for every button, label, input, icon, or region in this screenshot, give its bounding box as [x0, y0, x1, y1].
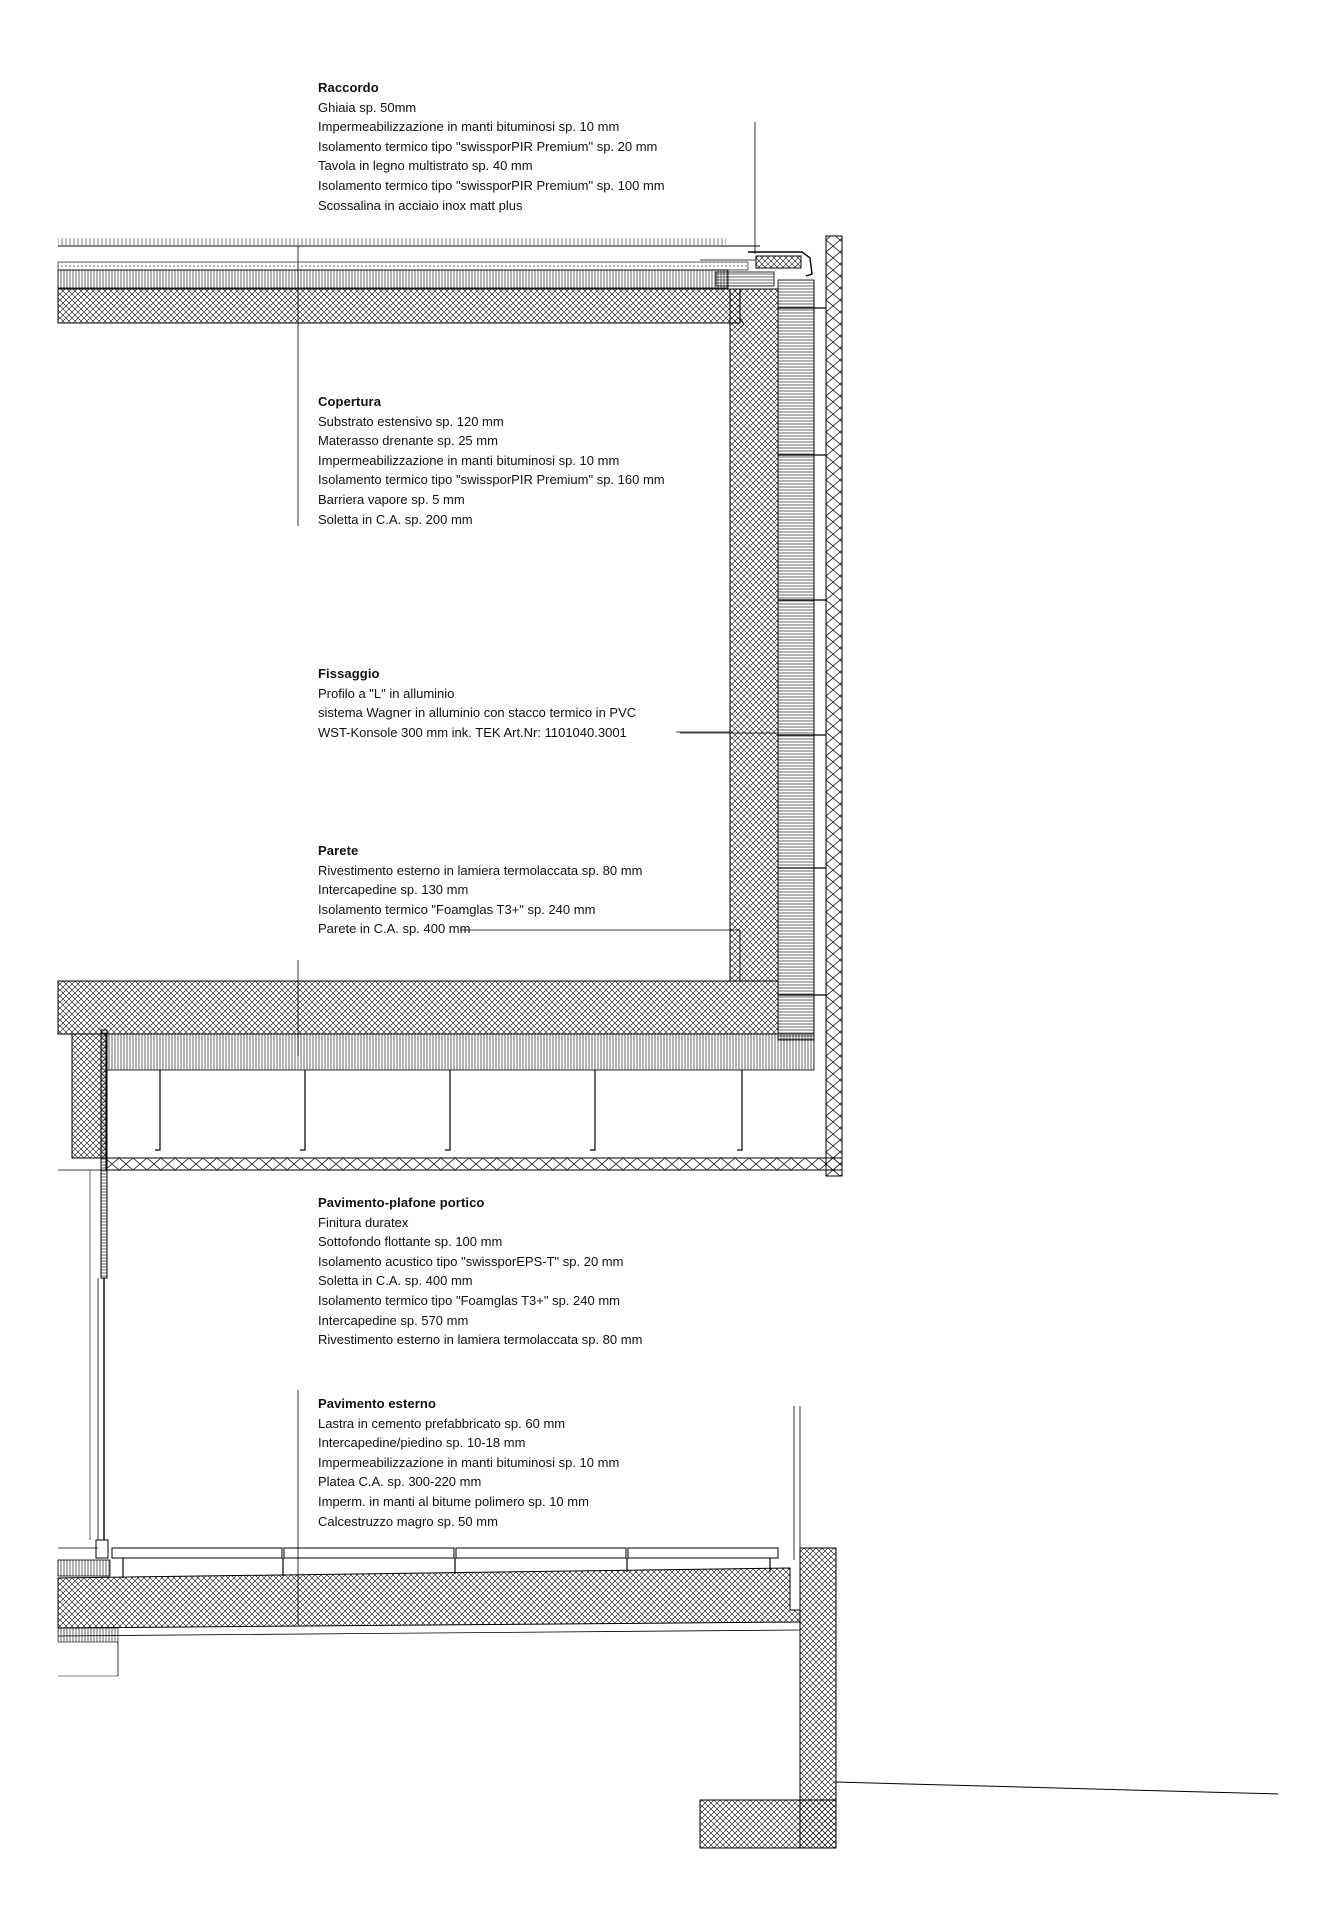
footing: [700, 1800, 836, 1848]
roof-drainage-layer: [58, 262, 748, 270]
annotation-line: Intercapedine sp. 130 mm: [318, 882, 469, 898]
annotation-line: Parete in C.A. sp. 400 mm: [318, 921, 471, 937]
annotation-title: Pavimento-plafone portico: [318, 1195, 485, 1210]
annotation-line: Sottofondo flottante sp. 100 mm: [318, 1234, 503, 1250]
wall-insulation: [778, 280, 814, 1040]
annotation-line: Lastra in cemento prefabbricato sp. 60 mm: [318, 1415, 566, 1431]
annotation-line: Isolamento termico tipo "swissporPIR Premium" sp. 20 mm: [318, 138, 658, 154]
annotation-line: Tavola in legno multistrato sp. 40 mm: [318, 158, 533, 174]
precast-slabs: [112, 1548, 778, 1558]
annotation-line: Materasso drenante sp. 25 mm: [318, 433, 498, 449]
annotation-fissaggio: [318, 664, 758, 742]
portico-hangers: [155, 1070, 742, 1150]
roof-assembly: [58, 238, 812, 330]
annotation-line: Isolamento termico "Foamglas T3+" sp. 240 mm: [318, 901, 596, 917]
annotation-line: Substrato estensivo sp. 120 mm: [318, 413, 504, 429]
annotation-raccordo: [318, 78, 758, 215]
wall-cladding: [826, 236, 842, 1176]
portico-insulation: [106, 1034, 814, 1070]
annotation-line: Rivestimento esterno in lamiera termolaccata sp. 80 mm: [318, 1332, 643, 1348]
ground-line: [836, 1782, 1278, 1794]
annotation-line: Rivestimento esterno in lamiera termolaccata sp. 80 mm: [318, 862, 643, 878]
annotation-line: Impermeabilizzazione in manti bituminosi sp. 10 mm: [318, 1454, 620, 1470]
portico-soffit-cladding: [106, 1158, 842, 1170]
annotation-line: Soletta in C.A. sp. 400 mm: [318, 1273, 473, 1289]
annotation-pavimento-esterno: [318, 1394, 758, 1531]
annotation-line: Intercapedine sp. 570 mm: [318, 1312, 469, 1328]
raft-slab: [58, 1568, 800, 1628]
annotation-line: Soletta in C.A. sp. 200 mm: [318, 511, 473, 527]
annotation-line: Intercapedine/piedino sp. 10-18 mm: [318, 1435, 526, 1451]
annotation-line: Isolamento acustico tipo "swissporEPS-T" sp. 20 mm: [318, 1253, 624, 1269]
portico-slab: [58, 981, 778, 1034]
annotation-line: Isolamento termico tipo "Foamglas T3+" sp. 240 mm: [318, 1292, 620, 1308]
annotation-line: Platea C.A. sp. 300-220 mm: [318, 1474, 482, 1490]
annotation-line: Impermeabilizzazione in manti bituminosi sp. 10 mm: [318, 452, 620, 468]
annotation-line: WST-Konsole 300 mm ink. TEK Art.Nr: 1101040.3001: [318, 724, 627, 740]
annotation-title: Parete: [318, 843, 359, 858]
annotation-line: sistema Wagner in alluminio con stacco termico in PVC: [318, 705, 637, 721]
annotation-line: Scossalina in acciaio inox matt plus: [318, 197, 523, 213]
annotation-line: Finitura duratex: [318, 1214, 409, 1230]
annotation-title: Copertura: [318, 394, 382, 409]
annotation-line: Isolamento termico tipo "swissporPIR Premium" sp. 160 mm: [318, 472, 665, 488]
annotation-line: Calcestruzzo magro sp. 50 mm: [318, 1513, 498, 1529]
portico-floor-assembly: [58, 981, 842, 1176]
annotation-line: Barriera vapore sp. 5 mm: [318, 491, 465, 507]
roof-vegetation-layer: [58, 238, 726, 245]
annotation-line: Impermeabilizzazione in manti bituminosi sp. 10 mm: [318, 119, 620, 135]
annotation-line: Isolamento termico tipo "swissporPIR Premium" sp. 100 mm: [318, 177, 665, 193]
roof-insulation-layer: [58, 270, 728, 288]
annotation-pavimento-plafone: [318, 1193, 758, 1350]
annotation-title: Raccordo: [318, 80, 379, 95]
annotation-line: Profilo a "L" in alluminio: [318, 685, 455, 701]
annotation-title: Fissaggio: [318, 666, 380, 681]
annotation-line: Imperm. in manti al bitume polimero sp. 10 mm: [318, 1493, 589, 1509]
annotation-title: Pavimento esterno: [318, 1396, 437, 1411]
annotation-parete: [318, 841, 758, 939]
roof-slab: [58, 289, 740, 323]
annotation-line: Ghiaia sp. 50mm: [318, 99, 417, 115]
annotation-copertura: [318, 392, 758, 529]
